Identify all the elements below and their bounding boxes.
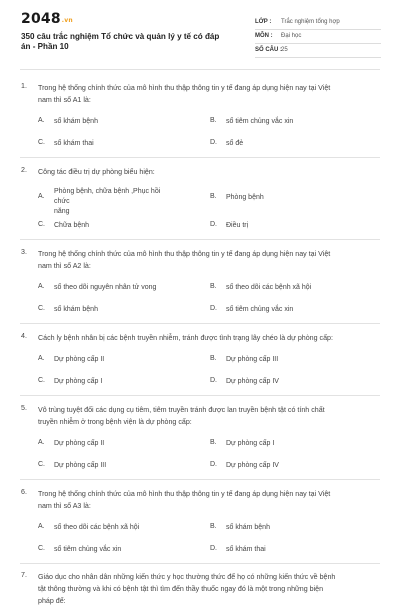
- option-letter[interactable]: C.: [38, 545, 45, 552]
- question-number: 4.: [21, 332, 27, 340]
- option-text[interactable]: Dự phòng cấp III: [54, 462, 107, 469]
- option-letter[interactable]: D.: [210, 305, 217, 312]
- option-letter[interactable]: C.: [38, 377, 45, 384]
- question-divider: [20, 239, 380, 240]
- option-letter[interactable]: B.: [210, 355, 217, 362]
- option-letter[interactable]: A.: [38, 193, 45, 200]
- question-text: Trong hệ thống chính thức của mô hình thu thập thông tin y tế đang áp dụng hiện nay tại Việt nam thì sổ A1 là:: [38, 84, 331, 104]
- option-text[interactable]: Phòng bệnh: [226, 194, 264, 201]
- question-divider: [20, 157, 380, 158]
- question-number: 3.: [21, 248, 27, 256]
- option-letter[interactable]: A.: [38, 439, 45, 446]
- document-title: 350 câu trắc nghiệm Tổ chức và quản lý y tế có đáp án - Phần 10: [21, 32, 220, 51]
- option-text[interactable]: Phòng bệnh, chữa bệnh ,Phục hồi chức năng: [54, 188, 161, 215]
- option-text[interactable]: Dự phòng cấp I: [54, 378, 103, 385]
- question-number: 1.: [21, 82, 27, 90]
- site-logo[interactable]: 2048.vn: [21, 11, 73, 27]
- option-letter[interactable]: A.: [38, 117, 45, 124]
- question-text: Cách ly bệnh nhân bị các bệnh truyền nhiễm, tránh được tình trạng lây chéo là dự phòng cấp:: [38, 334, 333, 342]
- option-text[interactable]: sổ theo dõi các bệnh xã hội: [226, 284, 312, 291]
- question-text: Trong hệ thống chính thức của mô hình thu thập thông tin y tế đang áp dụng hiện nay tại Việt nam thì sổ A3 là:: [38, 490, 331, 510]
- option-letter[interactable]: D.: [210, 545, 217, 552]
- option-text[interactable]: Dự phòng cấp II: [54, 356, 105, 363]
- question-number: 6.: [21, 488, 27, 496]
- option-text[interactable]: sổ khám bệnh: [54, 306, 98, 313]
- header-divider: [20, 69, 380, 70]
- question-number: 2.: [21, 166, 27, 174]
- question-divider: [20, 479, 380, 480]
- option-letter[interactable]: D.: [210, 461, 217, 468]
- option-text[interactable]: Dự phòng cấp II: [54, 440, 105, 447]
- option-text[interactable]: sổ theo dõi các bệnh xã hội: [54, 524, 140, 531]
- option-letter[interactable]: A.: [38, 283, 45, 290]
- option-letter[interactable]: C.: [38, 221, 45, 228]
- meta-subject: MÔN : Đại học: [255, 33, 381, 45]
- option-text[interactable]: Dự phòng cấp III: [226, 356, 279, 363]
- option-letter[interactable]: A.: [38, 355, 45, 362]
- option-letter[interactable]: B.: [210, 117, 217, 124]
- question-divider: [20, 323, 380, 324]
- question-text: Trong hệ thống chính thức của mô hình thu thập thông tin y tế đang áp dụng hiện nay tại Việt nam thì sổ A2 là:: [38, 250, 331, 270]
- option-text[interactable]: Chữa bệnh: [54, 222, 90, 229]
- option-text[interactable]: sổ theo dõi nguyên nhân tử vong: [54, 284, 157, 291]
- option-text[interactable]: sổ đẻ: [226, 140, 244, 147]
- question-number: 5.: [21, 404, 27, 412]
- question-text: Vô trùng tuyệt đối các dụng cụ tiêm, tiêm truyền tránh được lan truyền bệnh tật có tính chất truyền nhiễm ở trong bệnh viện là dự phòng cấp:: [38, 406, 325, 426]
- question-number: 7.: [21, 571, 27, 579]
- option-text[interactable]: Dự phòng cấp I: [226, 440, 275, 447]
- option-text[interactable]: sổ khám thai: [54, 140, 94, 147]
- meta-question-count: SỐ CÂU : 25: [255, 47, 381, 59]
- meta-class: LỚP : Trắc nghiệm tổng hợp: [255, 19, 381, 31]
- option-letter[interactable]: A.: [38, 523, 45, 530]
- option-letter[interactable]: C.: [38, 305, 45, 312]
- option-text[interactable]: sổ khám bệnh: [226, 524, 270, 531]
- option-letter[interactable]: B.: [210, 283, 217, 290]
- option-text[interactable]: sổ tiêm chủng vắc xin: [226, 306, 294, 313]
- option-text[interactable]: Dự phòng cấp IV: [226, 462, 279, 469]
- option-letter[interactable]: D.: [210, 377, 217, 384]
- option-letter[interactable]: B.: [210, 193, 217, 200]
- question-divider: [20, 395, 380, 396]
- option-text[interactable]: sổ khám thai: [226, 546, 266, 553]
- option-text[interactable]: sổ tiêm chủng vắc xin: [226, 118, 294, 125]
- option-letter[interactable]: C.: [38, 461, 45, 468]
- option-letter[interactable]: D.: [210, 139, 217, 146]
- option-letter[interactable]: B.: [210, 439, 217, 446]
- option-text[interactable]: Điều trị: [226, 222, 249, 229]
- option-letter[interactable]: D.: [210, 221, 217, 228]
- option-text[interactable]: Dự phòng cấp IV: [226, 378, 279, 385]
- option-text[interactable]: sổ khám bệnh: [54, 118, 98, 125]
- question-text: Công tác điều trị dự phòng biểu hiện:: [38, 168, 155, 176]
- question-text: Giáo dục cho nhân dân những kiến thức y học thường thức để họ có những kiến thức về bệnh tật thông thường và khi có bệnh tật thì tìm đến thầy thuốc ngay đó là một trong những biện pháp để:: [38, 573, 336, 605]
- question-divider: [20, 563, 380, 564]
- option-letter[interactable]: C.: [38, 139, 45, 146]
- document-header: [0, 0, 400, 66]
- option-letter[interactable]: B.: [210, 523, 217, 530]
- option-text[interactable]: sổ tiêm chủng vắc xin: [54, 546, 122, 553]
